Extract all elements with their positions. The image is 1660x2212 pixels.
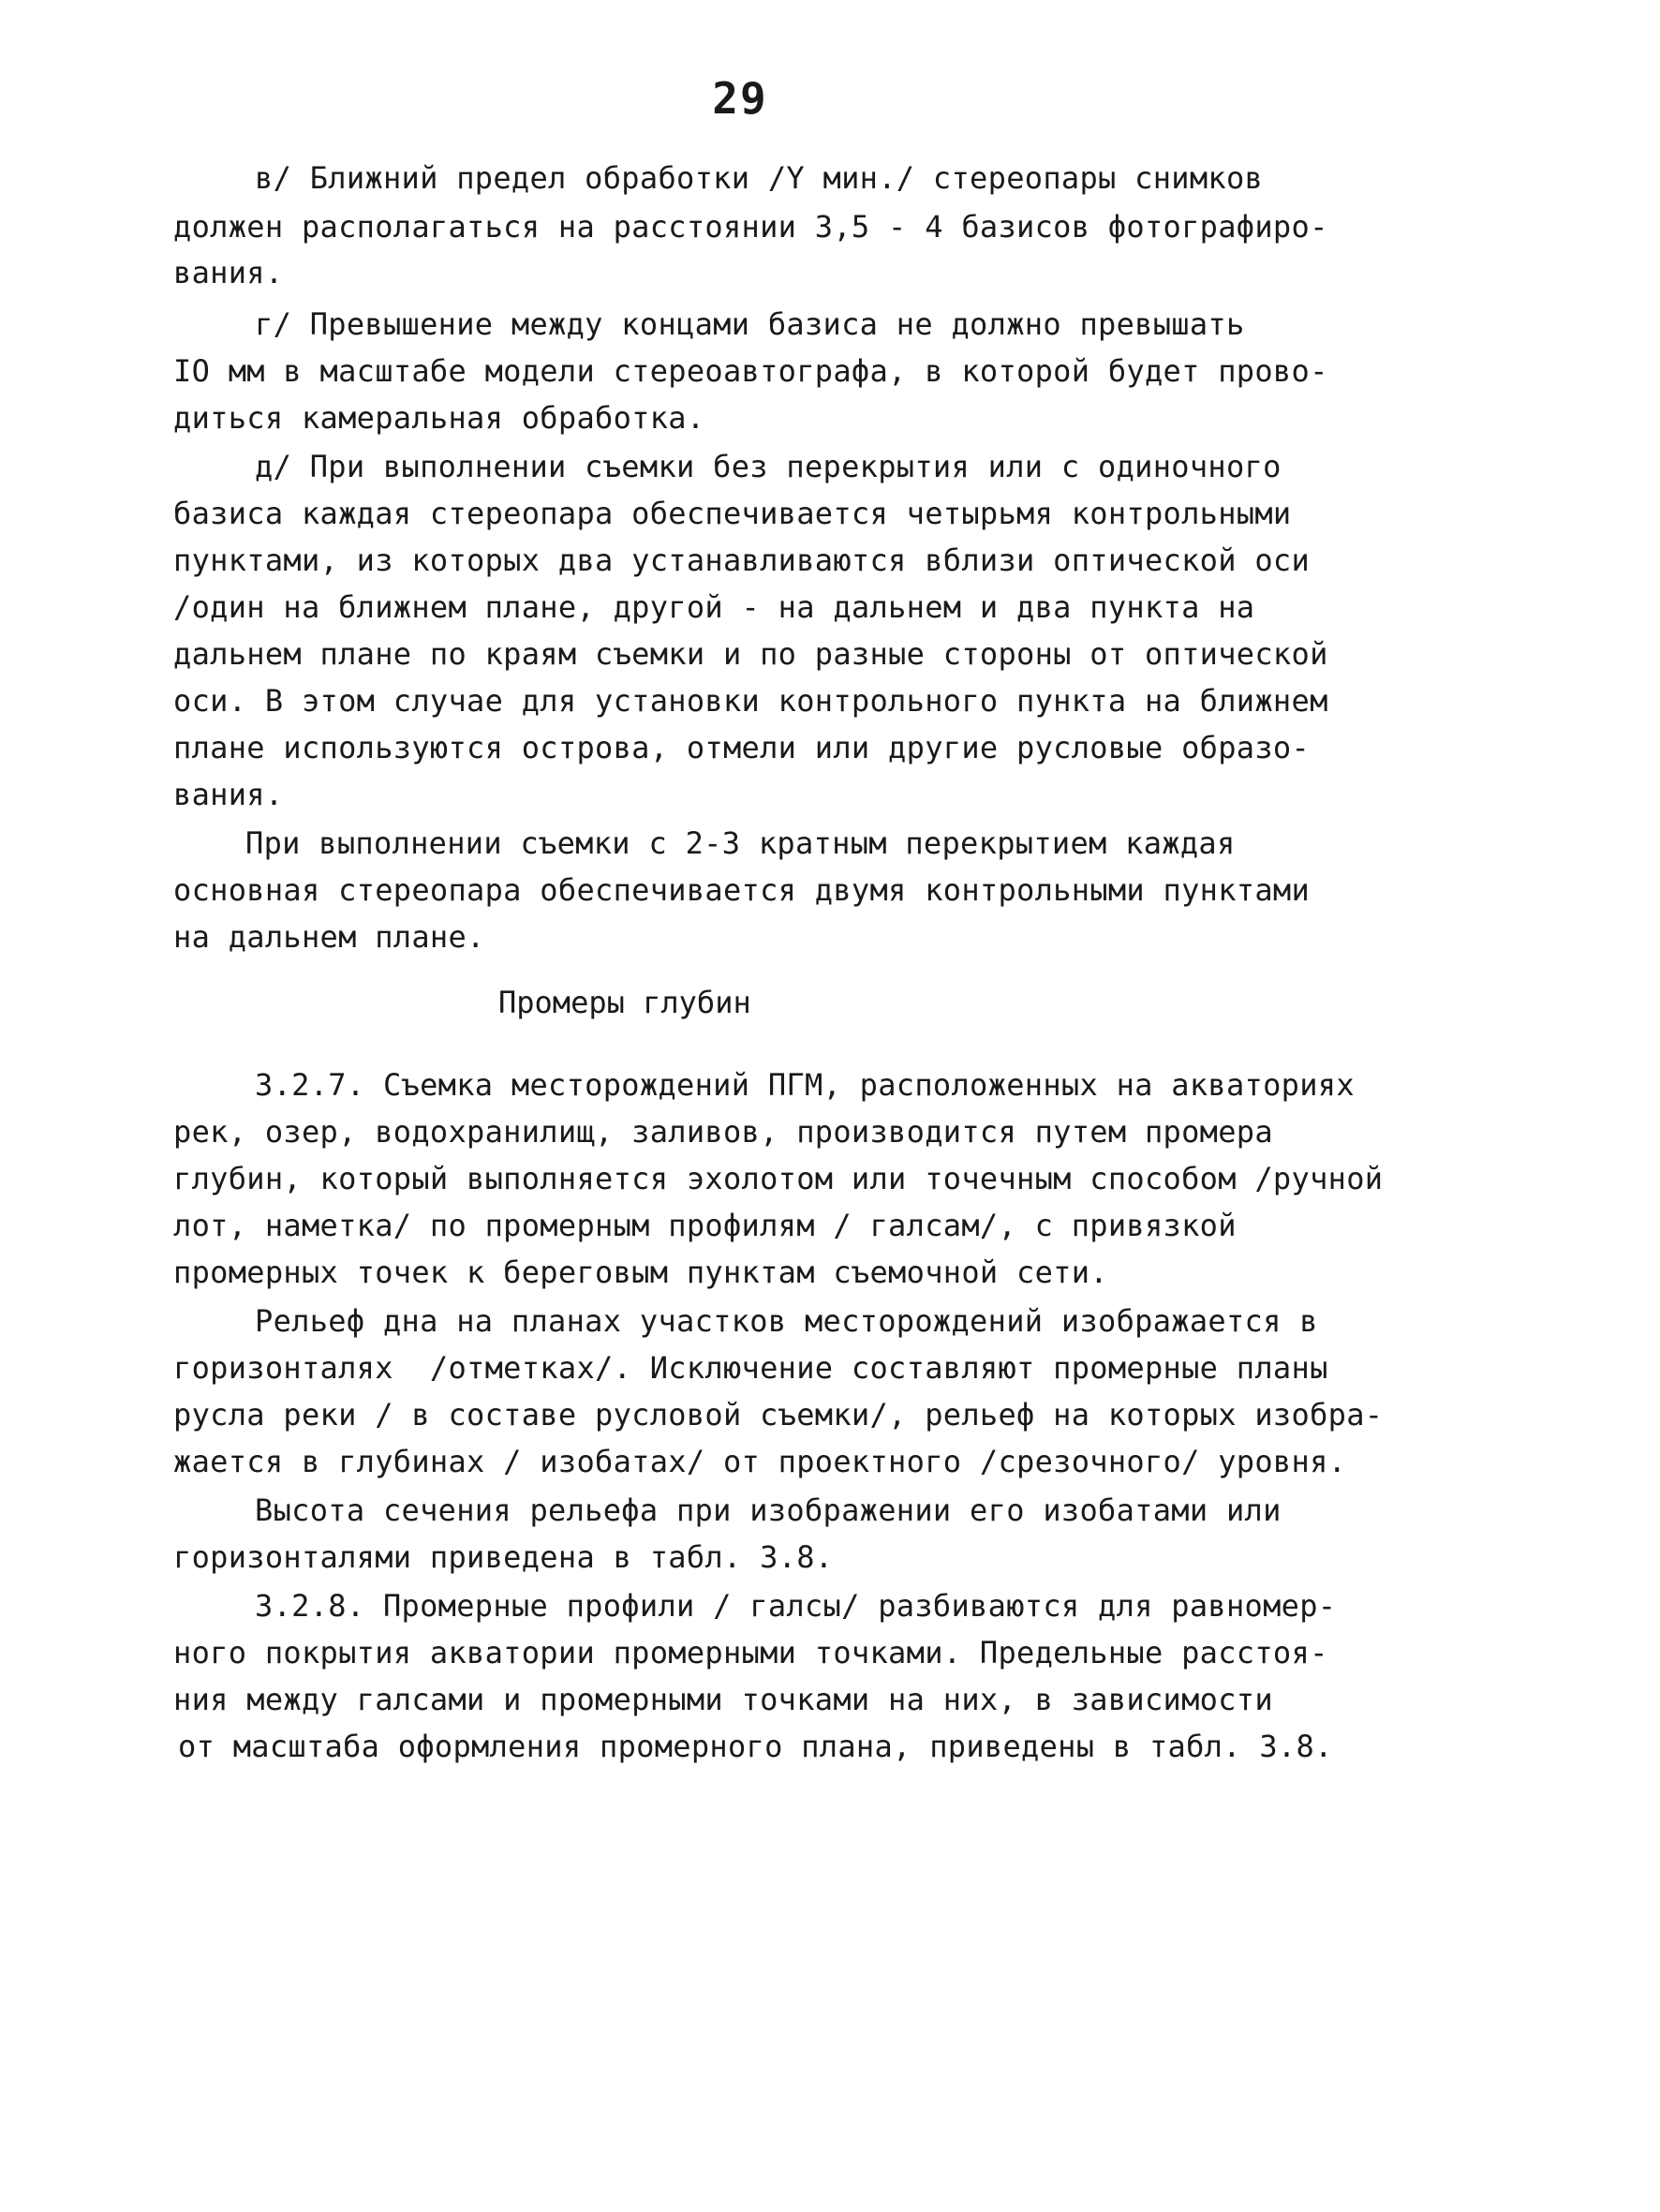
text-line: горизонталях /отметках/. Исключение составляют промерные планы	[173, 1350, 1328, 1386]
text-line: IO мм в масштабе модели стереоавтографа, в которой будет прово-	[173, 353, 1328, 389]
text-line: лот, наметка/ по промерным профилям / галсам/, с привязкой	[173, 1208, 1237, 1243]
page-number: 29	[712, 73, 768, 124]
text-line: Рельеф дна на планах участков месторождений изображается в	[255, 1303, 1318, 1339]
text-line: от масштаба оформления промерного плана, приведены в табл. 3.8.	[178, 1729, 1333, 1764]
text-line: в/ Ближний предел обработки /Y мин./ стереопары снимков	[255, 160, 1264, 196]
text-line: русла реки / в составе русловой съемки/, рельеф на которых изобра-	[173, 1397, 1384, 1433]
text-line: 3.2.7. Съемка месторождений ПГМ, расположенных на акваториях	[255, 1067, 1355, 1103]
text-line: д/ При выполнении съемки без перекрытия или с одиночного	[255, 449, 1282, 484]
text-line: рек, озер, водохранилищ, заливов, производится путем промера	[173, 1114, 1273, 1150]
text-line: на дальнем плане.	[173, 919, 485, 955]
text-line: основная стереопара обеспечивается двумя контрольными пунктами	[173, 872, 1311, 908]
text-line: При выполнении съемки с 2-3 кратным перекрытием каждая	[245, 825, 1236, 861]
text-line: вания.	[173, 777, 284, 812]
text-line: Высота сечения рельефа при изображении его изобатами или	[255, 1492, 1282, 1528]
text-line: вания.	[173, 255, 284, 290]
text-line: оси. В этом случае для установки контрольного пункта на ближнем	[173, 683, 1328, 719]
text-line: глубин, который выполняется эхолотом или точечным способом /ручной	[173, 1161, 1384, 1196]
text-line: горизонталями приведена в табл. 3.8.	[173, 1539, 834, 1575]
text-line: ного покрытия акватории промерными точками. Предельные расстоя-	[173, 1635, 1328, 1670]
text-line: 3.2.8. Промерные профили / галсы/ разбиваются для равномер-	[255, 1588, 1337, 1624]
text-line: плане используются острова, отмели или другие русловые образо-	[173, 730, 1311, 765]
text-line: должен располагаться на расстоянии 3,5 - 4 базисов фотографиро-	[173, 209, 1328, 245]
text-line: /один на ближнем плане, другой - на дальнем и два пункта на	[173, 589, 1255, 625]
text-line: дальнем плане по краям съемки и по разные стороны от оптической	[173, 636, 1328, 672]
text-line: пунктами, из которых два устанавливаются вблизи оптической оси	[173, 542, 1311, 578]
text-line: промерных точек к береговым пунктам съемочной сети.	[173, 1254, 1108, 1290]
text-line: жается в глубинах / изобатах/ от проектного /срезочного/ уровня.	[173, 1444, 1347, 1479]
section-heading: Промеры глубин	[498, 985, 751, 1020]
text-line: ния между галсами и промерными точками на них, в зависимости	[173, 1682, 1273, 1717]
text-line: г/ Превышение между концами базиса не должно превышать	[255, 306, 1245, 342]
text-line: диться камеральная обработка.	[173, 400, 705, 436]
text-line: базиса каждая стереопара обеспечивается четырьмя контрольными	[173, 496, 1292, 531]
